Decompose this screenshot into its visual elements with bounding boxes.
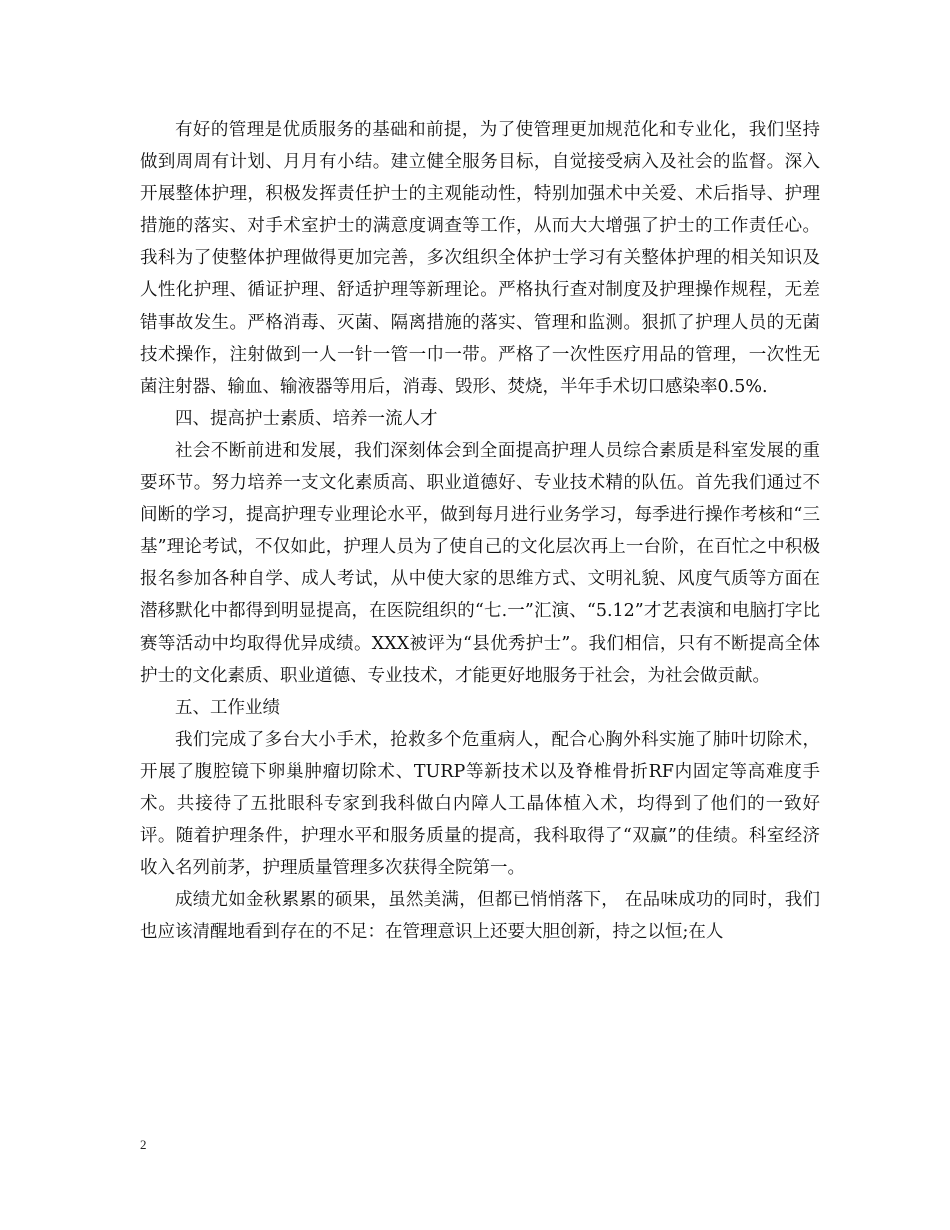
paragraph-achievements: 我们完成了多台大小手术，抢救多个危重病人，配合心胸外科实施了肺叶切除术，开展了腹腔镜下卵巢肿瘤切除术、TURP等新技术以及脊椎骨折RF内固定等高难度手术。共接待了五批眼科专家到我科做白内障人工晶体植入术，均得到了他们的一致好评。随着护理条件，护理水平和服务质量的提高，我科取得了“双赢”的佳绩。科室经济收入名列前茅，护理质量管理多次获得全院第一。 xyxy=(140,729,820,879)
paragraph-reflection: 成绩尤如金秋累累的硕果，虽然美满，但都已悄悄落下， 在品味成功的同时，我们也应该清醒地看到存在的不足：在管理意识上还要大胆创新，持之以恒;在人 xyxy=(140,890,820,943)
paragraph-management: 有好的管理是优质服务的基础和前提，为了使管理更加规范化和专业化，我们坚持做到周周有计划、月月有小结。建立健全服务目标，自觉接受病入及社会的监督。深入开展整体护理，积极发挥责任护士的主观能动性，特别加强术中关爱、术后指导、护理措施的落实、对手术室护士的满意度调查等工作，从而大大增强了护士的工作责任心。我科为了使整体护理做得更加完善，多次组织全体护士学习有关整体护理的相关知识及人性化护理、循证护理、舒适护理等新理论。严格执行查对制度及护理操作规程，无差错事故发生。严格消毒、灭菌、隔离措施的落实、管理和监测。狠抓了护理人员的无菌技术操作，注射做到一人一针一管一巾一带。严格了一次性医疗用品的管理，一次性无菌注射器、输血、输液器等用后，消毒、毁形、焚烧，半年手术切口感染率0.5%. xyxy=(140,120,820,397)
paragraph-quality: 社会不断前进和发展，我们深刻体会到全面提高护理人员综合素质是科室发展的重要环节。努力培养一支文化素质高、职业道德好、专业技术精的队伍。首先我们通过不间断的学习，提高护理专业理论水平，做到每月进行业务学习，每季进行操作考核和“三基”理论考试，不仅如此，护理人员为了使自己的文化层次再上一台阶，在百忙之中积极报名参加各种自学、成人考试，从中使大家的思维方式、文明礼貌、风度气质等方面在潜移默化中都得到明显提高，在医院组织的“七.一”汇演、“5.12”才艺表演和电脑打字比赛等活动中均取得优异成绩。XXX被评为“县优秀护士”。我们相信，只有不断提高全体护士的文化素质、职业道德、专业技术，才能更好地服务于社会，为社会做贡献。 xyxy=(140,440,820,686)
section-heading-4: 四、提高护士素质、培养一流人才 xyxy=(175,408,438,429)
document-body xyxy=(140,114,820,948)
page-number: 2 xyxy=(140,1137,147,1152)
section-heading-5: 五、工作业绩 xyxy=(175,697,280,718)
